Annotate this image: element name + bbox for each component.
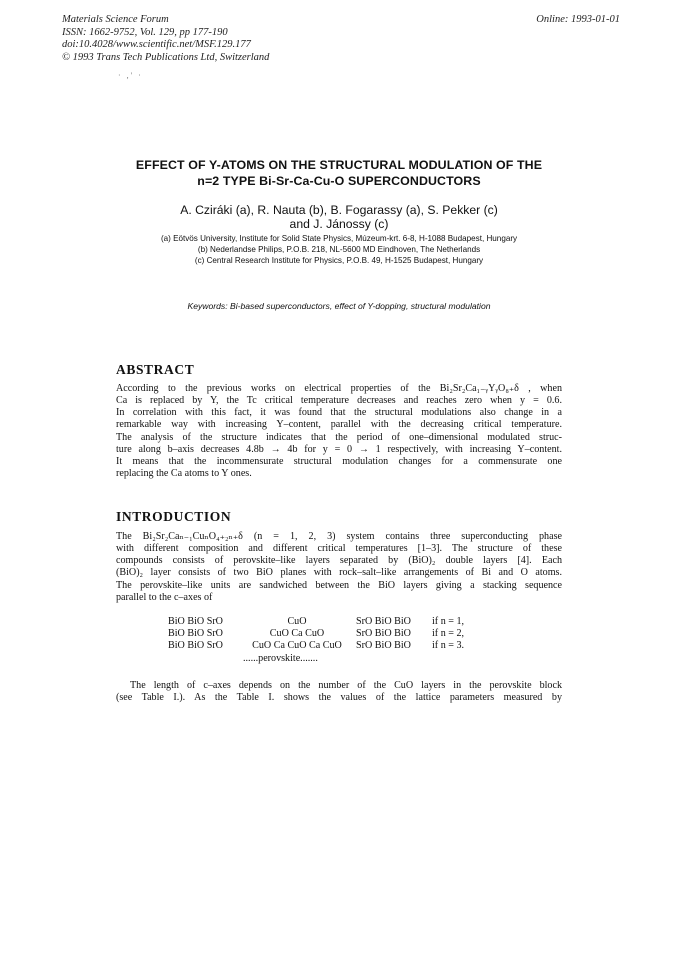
stacking-cell: if n = 3. <box>432 640 465 652</box>
copyright-line: © 1993 Trans Tech Publications Ltd, Switzerland <box>62 51 270 63</box>
stacking-cell: BiO BiO SrO <box>168 616 223 627</box>
paper-title <box>80 157 598 189</box>
abstract-line: In correlation with this fact, it was found that the structural modulations also change in a <box>116 407 562 419</box>
abstract-heading: ABSTRACT <box>116 362 195 377</box>
introduction-continued <box>116 680 562 704</box>
perovskite-label-row <box>168 653 528 665</box>
online-date: Online: 1993-01-01 <box>536 14 620 25</box>
keywords: Keywords: Bi-based superconductors, effect of Y-dopping, structural modulation <box>187 301 491 311</box>
stacking-cell: SrO BiO BiO <box>356 640 411 652</box>
abstract-line: According to the previous works on electrical properties of the Bi₂Sr₂Ca₁₋ᵧYᵧO₈₊δ , when <box>116 383 562 394</box>
title-line-1: EFFECT OF Y-ATOMS ON THE STRUCTURAL MODULATION OF THE <box>135 158 543 172</box>
perovskite-label: ......perovskite....... <box>243 652 318 664</box>
journal-header <box>62 14 269 64</box>
doi-line[interactable]: doi:10.4028/www.scientific.net/MSF.129.177 <box>62 39 251 51</box>
intro-line: parallel to the c–axes of <box>116 591 213 603</box>
issn-line: ISSN: 1662-9752, Vol. 129, pp 177-190 <box>62 26 228 38</box>
abstract-line: ture along b–axis decreases 4.8b → 4b for y = 0 → 1 respectively, with increasing Y–content. <box>116 443 562 455</box>
scan-mark: · ,' · <box>118 71 143 80</box>
title-line-2: n=2 TYPE Bi-Sr-Ca-Cu-O SUPERCONDUCTORS <box>197 174 481 188</box>
affiliation-a: (a) Eötvös University, Institute for Solid State Physics, Múzeum-krt. 6-8, H-1088 Budapest, Hungary <box>160 234 518 243</box>
abstract-line: remarkable way with increasing Y–content, parallel with the decreasing critical temperature. <box>116 419 562 431</box>
stacking-row <box>168 628 528 640</box>
affiliation-b: (b) Nederlandse Philips, P.O.B. 218, NL-5600 MD Eindhoven, The Netherlands <box>197 245 481 254</box>
stacking-row <box>168 640 528 652</box>
stacking-cell: CuO Ca CuO Ca CuO <box>252 640 342 652</box>
journal-name: Materials Science Forum <box>62 14 169 25</box>
affiliation-c: (c) Central Research Institute for Physics, P.O.B. 49, H-1525 Budapest, Hungary <box>194 256 484 265</box>
intro-line: The Bi₂Sr₂Caₙ₋₁CuₙO₄₊₂ₙ₊δ (n = 1, 2, 3) system contains three superconducting phase <box>116 531 562 542</box>
intro-line: The length of c–axes depends on the number of the CuO layers in the perovskite block <box>130 680 562 691</box>
intro-line: with different composition and different critical temperatures [1–3]. The structure of these <box>116 543 562 555</box>
introduction-heading: INTRODUCTION <box>116 509 232 524</box>
abstract-line: The analysis of the structure indicates that the period of one–dimensional modulated struc- <box>116 431 562 443</box>
introduction-body <box>116 531 562 604</box>
abstract-line: replacing the Ca atoms to Y ones. <box>116 468 252 480</box>
stacking-cell: SrO BiO BiO <box>356 628 411 640</box>
stacking-cell: BiO BiO SrO <box>168 640 223 652</box>
stacking-cell: if n = 2, <box>432 628 465 640</box>
stacking-cell: CuO Ca CuO <box>269 628 325 640</box>
authors-line-2: and J. Jánossy (c) <box>289 217 389 231</box>
abstract-line: Ca is replaced by Y, the Tc critical temperature decreases and reaches zero when y = 0.6. <box>116 395 562 407</box>
intro-line: (BiO)₂ layer consists of two BiO planes with rock–salt–like arrangements of Bi and O atoms. <box>116 567 562 579</box>
stacking-cell: CuO <box>287 616 307 627</box>
stacking-cell: if n = 1, <box>432 616 465 627</box>
intro-line: The perovskite–like units are sandwiched between the BiO layers giving a stacking sequence <box>116 579 562 591</box>
intro-line: (see Table I.). As the Table I. shows the values of the lattice parameters measured by <box>116 692 562 704</box>
intro-line: compounds consists of perovskite–like layers separated by (BiO)₂ double layers [4]. Each <box>116 555 562 567</box>
affiliations <box>80 233 598 266</box>
stacking-sequence-table <box>168 616 528 665</box>
abstract-body <box>116 383 562 480</box>
stacking-cell: SrO BiO BiO <box>356 616 411 627</box>
stacking-cell: BiO BiO SrO <box>168 628 223 640</box>
authors-line-1: A. Cziráki (a), R. Nauta (b), B. Fogarassy (a), S. Pekker (c) <box>180 203 498 217</box>
abstract-line: It means that the incommensurate structural modulation changes for a commensurate one <box>116 455 562 467</box>
stacking-row <box>168 616 528 628</box>
author-list <box>80 203 598 231</box>
